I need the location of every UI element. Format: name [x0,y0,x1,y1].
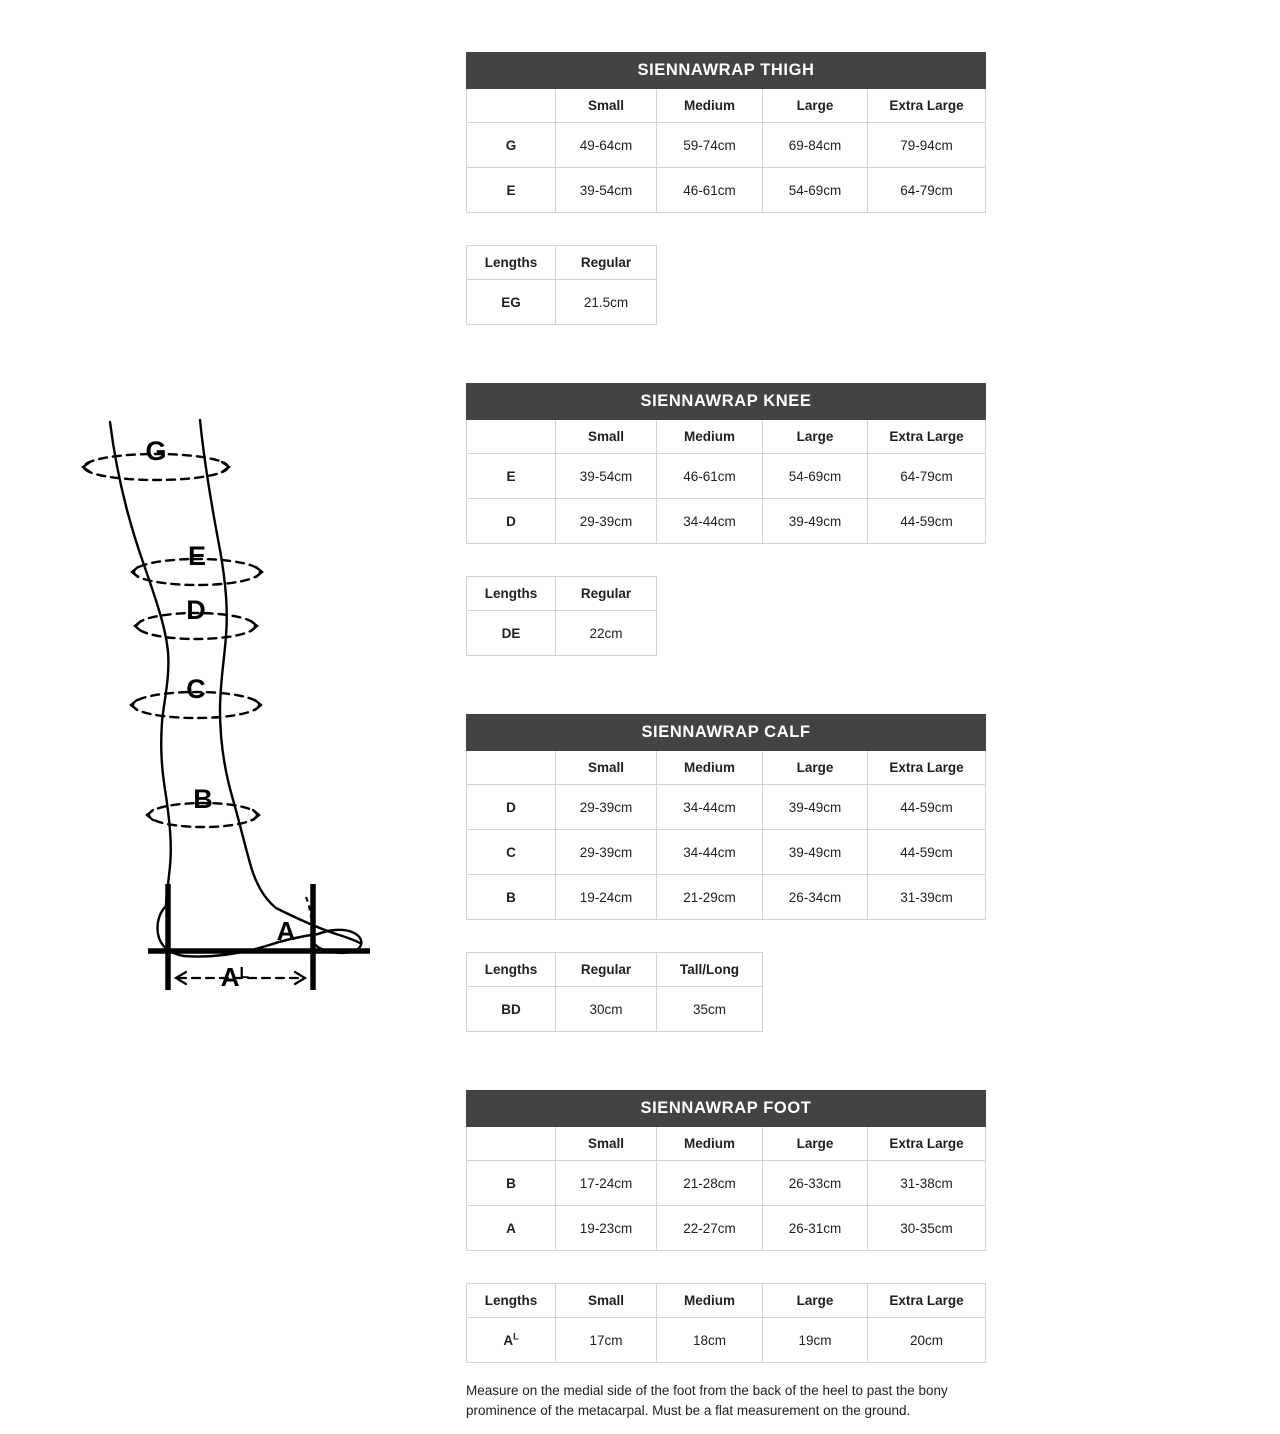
table-thigh-lengths [466,245,657,325]
measurement-footnote: Measure on the medial side of the foot from the back of the heel to past the bony prominence of the metacarpal. Must be a flat measurement on the ground. [466,1383,948,1418]
cell-extra-large: 44-59cm [868,785,986,830]
table-row [467,987,763,1032]
row-label: DE [467,611,556,656]
table-row [467,123,986,168]
table-header-row [467,89,986,123]
row-label: B [467,875,556,920]
column-header-large: Large [763,89,868,123]
column-header-lengths: Lengths [467,246,556,280]
row-label: C [467,830,556,875]
table-title: SIENNAWRAP THIGH [467,53,986,89]
cell-extra-large: 64-79cm [868,454,986,499]
table-title: SIENNAWRAP CALF [467,715,986,751]
table-title: SIENNAWRAP FOOT [467,1091,986,1127]
cell-small: 29-39cm [556,830,657,875]
table-header-row [467,751,986,785]
diagram-label-a-length: $A^L$ [220,962,250,990]
column-header-lengths: Lengths [467,1284,556,1318]
spacer [466,656,986,714]
cell-extra-large: 64-79cm [868,168,986,213]
cell-regular: 21.5cm [556,280,657,325]
cell-medium: 18cm [657,1318,763,1363]
cell-large: 26-34cm [763,875,868,920]
cell-extra-large: 20cm [868,1318,986,1363]
table-foot-lengths [466,1283,986,1363]
row-label [467,1318,556,1363]
diagram-label-e: E [187,541,207,571]
column-header-medium: Medium [657,1284,763,1318]
cell-medium: 46-61cm [657,454,763,499]
table-siennawrap-knee [466,383,986,544]
table-row [467,280,657,325]
cell-medium: 21-29cm [657,875,763,920]
cell-tall-long: 35cm [657,987,763,1032]
table-row [467,499,986,544]
cell-small: 17-24cm [556,1161,657,1206]
column-header-blank [467,89,556,123]
column-header-regular: Regular [556,246,657,280]
row-label: EG [467,280,556,325]
cell-small: 19-24cm [556,875,657,920]
cell-large: 19cm [763,1318,868,1363]
spacer [466,920,986,952]
row-label: D [467,785,556,830]
row-label-superscript: L [513,1331,519,1341]
spacer [466,213,986,245]
column-header-extra-large: Extra Large [868,89,986,123]
diagram-label-g: G [145,436,167,466]
table-calf-lengths [466,952,763,1032]
column-header-medium: Medium [657,1127,763,1161]
table-row [467,1161,986,1206]
table-row [467,454,986,499]
cell-medium: 22-27cm [657,1206,763,1251]
table-header-row [467,420,986,454]
cell-medium: 34-44cm [657,499,763,544]
column-header-tall-long: Tall/Long [657,953,763,987]
column-header-regular: Regular [556,953,657,987]
column-header-lengths: Lengths [467,953,556,987]
table-row [467,1206,986,1251]
column-header-extra-large: Extra Large [868,1284,986,1318]
row-label: G [467,123,556,168]
column-header-blank [467,751,556,785]
table-header-row [467,246,657,280]
diagram-label-b: B [193,784,213,814]
diagram-label-c: C [186,674,206,704]
column-header-medium: Medium [657,420,763,454]
cell-extra-large: 31-38cm [868,1161,986,1206]
table-siennawrap-thigh [466,52,986,213]
cell-large: 26-31cm [763,1206,868,1251]
column-header-small: Small [556,420,657,454]
cell-large: 39-49cm [763,830,868,875]
table-row [467,875,986,920]
table-row [467,168,986,213]
column-header-large: Large [763,1284,868,1318]
leg-measurement-diagram [70,400,410,990]
cell-medium: 46-61cm [657,168,763,213]
spacer [466,1251,986,1283]
cell-small: 49-64cm [556,123,657,168]
row-label: E [467,454,556,499]
table-siennawrap-foot [466,1090,986,1251]
cell-small: 19-23cm [556,1206,657,1251]
cell-small: 29-39cm [556,785,657,830]
table-title-row [467,1091,986,1127]
table-header-row [467,1127,986,1161]
column-header-extra-large: Extra Large [868,751,986,785]
cell-medium: 34-44cm [657,830,763,875]
sizing-tables-column [466,52,986,1434]
column-header-medium: Medium [657,89,763,123]
table-title-row [467,384,986,420]
cell-small: 39-54cm [556,168,657,213]
table-header-row [467,953,763,987]
table-header-row [467,1284,986,1318]
cell-large: 54-69cm [763,168,868,213]
row-label-text: A [503,1332,514,1348]
column-header-lengths: Lengths [467,577,556,611]
row-label: D [467,499,556,544]
diagram-label-a: A [276,916,296,946]
column-header-large: Large [763,1127,868,1161]
column-header-extra-large: Extra Large [868,1127,986,1161]
cell-regular: 30cm [556,987,657,1032]
cell-extra-large: 79-94cm [868,123,986,168]
row-label: E [467,168,556,213]
cell-large: 26-33cm [763,1161,868,1206]
column-header-regular: Regular [556,577,657,611]
column-header-extra-large: Extra Large [868,420,986,454]
cell-extra-large: 30-35cm [868,1206,986,1251]
row-label: BD [467,987,556,1032]
column-header-small: Small [556,1284,657,1318]
table-title-row [467,715,986,751]
cell-small: 17cm [556,1318,657,1363]
cell-extra-large: 31-39cm [868,875,986,920]
spacer [466,325,986,383]
cell-regular: 22cm [556,611,657,656]
cell-large: 54-69cm [763,454,868,499]
table-row [467,611,657,656]
table-title: SIENNAWRAP KNEE [467,384,986,420]
column-header-blank [467,420,556,454]
column-header-blank [467,1127,556,1161]
cell-small: 39-54cm [556,454,657,499]
cell-medium: 34-44cm [657,785,763,830]
table-siennawrap-calf [466,714,986,920]
table-row [467,830,986,875]
cell-extra-large: 44-59cm [868,499,986,544]
spacer [466,1032,986,1090]
column-header-large: Large [763,751,868,785]
table-header-row [467,577,657,611]
column-header-medium: Medium [657,751,763,785]
cell-small: 29-39cm [556,499,657,544]
diagram-label-d: D [186,595,206,625]
spacer [466,544,986,576]
table-title-row [467,53,986,89]
column-header-small: Small [556,1127,657,1161]
table-row [467,785,986,830]
cell-medium: 21-28cm [657,1161,763,1206]
column-header-small: Small [556,751,657,785]
table-row [467,1318,986,1363]
column-header-large: Large [763,420,868,454]
cell-extra-large: 44-59cm [868,830,986,875]
cell-large: 39-49cm [763,785,868,830]
column-header-small: Small [556,89,657,123]
row-label: A [467,1206,556,1251]
row-label: B [467,1161,556,1206]
cell-large: 69-84cm [763,123,868,168]
table-knee-lengths [466,576,657,656]
cell-medium: 59-74cm [657,123,763,168]
cell-large: 39-49cm [763,499,868,544]
